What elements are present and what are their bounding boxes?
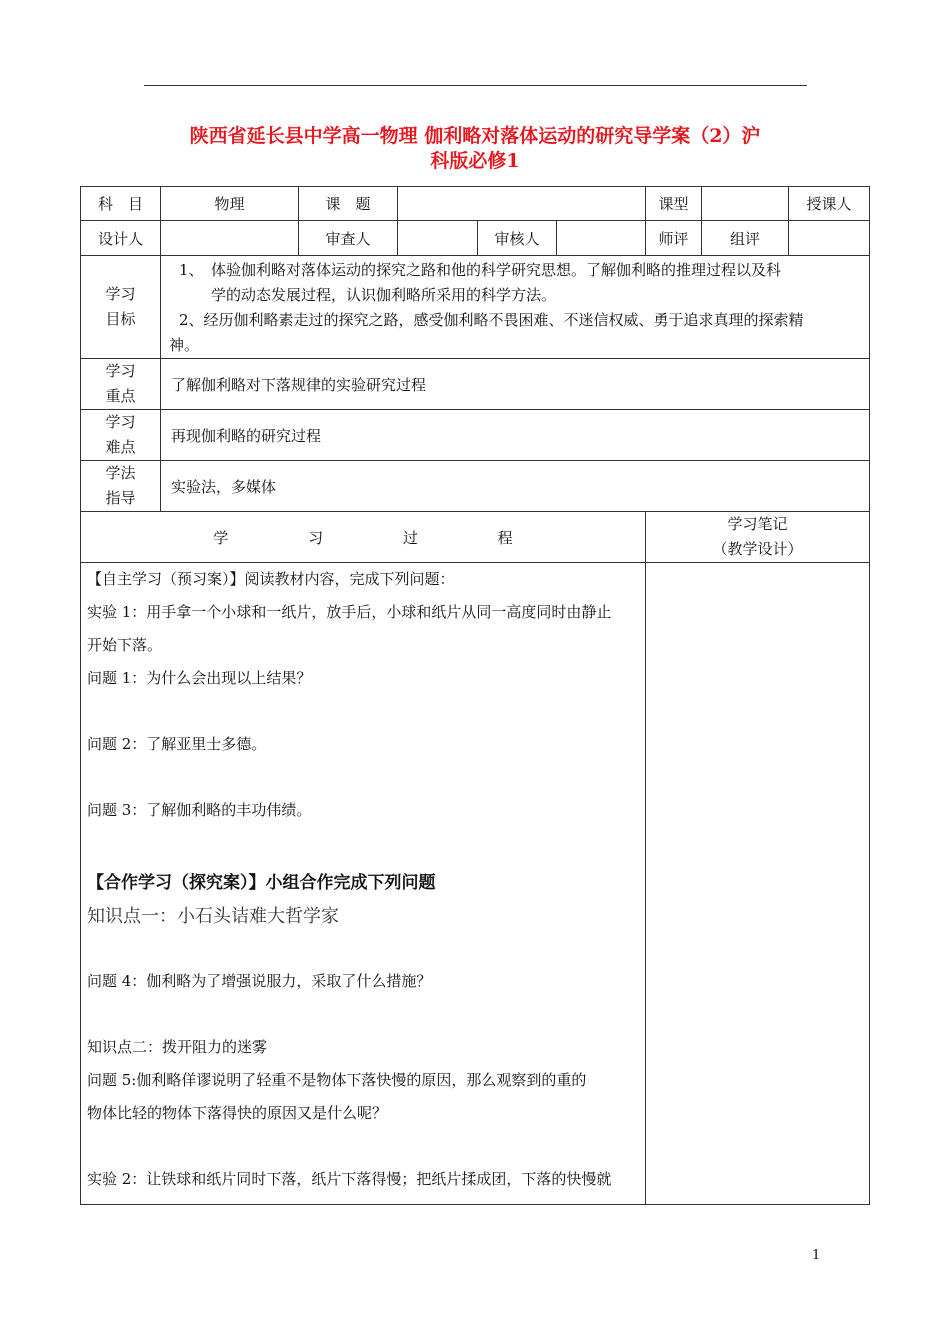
teacher-label: 授课人: [806, 195, 852, 213]
lesson-table: [80, 186, 870, 1205]
lesson-type-value: [702, 187, 789, 221]
key-points-text: 了解伽利略对下落规律的实验研究过程: [161, 359, 870, 410]
diff-label-line-1: 学习: [105, 413, 136, 431]
reviewer-value: [398, 221, 478, 256]
question-1: 问题 1：为什么会出现以上结果？: [87, 669, 312, 687]
goals-row: [81, 256, 870, 359]
subject-value: 物理: [161, 187, 299, 221]
experiment-1-line-1: 实验 1：用手拿一个小球和一纸片，放手后，小球和纸片从同一高度同时由静止: [87, 603, 612, 621]
notes-area: [646, 563, 870, 1205]
experiment-1-line-2: 开始下落。: [87, 636, 163, 654]
goals-label-line-2: 目标: [105, 310, 136, 328]
subject-label: 科 目: [81, 187, 161, 221]
goal-2-line-1: 2、经历伽利略素走过的探究之路，感受伽利略不畏困难、不迷信权威、勇于追求真理的探索精: [179, 311, 804, 329]
document-title: [120, 124, 830, 174]
teacher-review-label: 师评: [646, 221, 702, 256]
key-label-line-1: 学习: [105, 362, 136, 380]
goals-label-line-1: 学习: [105, 285, 136, 303]
topic-value: [398, 187, 646, 221]
process-body-row: [81, 563, 870, 1205]
process-char-4: 程: [497, 528, 513, 547]
title-line-1: 陕西省延长县中学高一物理 伽利略对落体运动的研究导学案（2）沪: [189, 125, 761, 147]
method-label-line-2: 指导: [105, 489, 136, 507]
difficulty-label: [81, 410, 161, 461]
process-char-2: 习: [308, 528, 324, 547]
process-content: [81, 563, 646, 1205]
approver-value: [557, 221, 646, 256]
process-heading: [81, 512, 646, 563]
question-5-line-1: 问题 5:伽利略佯谬说明了轻重不是物体下落快慢的原因，那么观察到的重的: [87, 1071, 587, 1089]
goals-label: [81, 256, 161, 359]
experiment-2: 实验 2：让铁球和纸片同时下落，纸片下落得慢；把纸片揉成团，下落的快慢就: [87, 1170, 612, 1188]
lesson-type-label: 课型: [646, 187, 702, 221]
knowledge-point-1: 知识点一：小石头诘难大哲学家: [87, 906, 339, 927]
topic-label: 课 题: [299, 187, 398, 221]
process-char-1: 学: [213, 528, 229, 547]
designer-label: 设计人: [81, 221, 161, 256]
method-label-line-1: 学法: [105, 464, 136, 482]
header-row-2: [81, 221, 870, 256]
title-line-2: 科版必修1: [430, 150, 520, 172]
cooperative-heading: 【合作学习（探究案）】小组合作完成下列问题: [87, 873, 436, 893]
reviewer-label: 审查人: [299, 221, 398, 256]
knowledge-point-2: 知识点二：拨开阻力的迷雾: [87, 1038, 268, 1056]
goals-text: [161, 256, 870, 359]
question-2: 问题 2：了解亚里士多德。: [87, 735, 267, 753]
method-text: 实验法，多媒体: [161, 461, 870, 512]
diff-label-line-2: 难点: [105, 438, 136, 456]
process-char-3: 过: [402, 528, 418, 547]
goal-1-line-1: 1、 体验伽利略对落体运动的探究之路和他的科学研究思想。了解伽利略的推理过程以及科: [179, 261, 782, 279]
group-review-value: [789, 221, 870, 256]
key-points-row: [81, 359, 870, 410]
group-review-label: 组评: [702, 221, 789, 256]
key-points-label: [81, 359, 161, 410]
page-number: 1: [812, 1248, 821, 1263]
teacher-cell: [789, 187, 870, 221]
notes-heading: [646, 512, 870, 563]
approver-label: 审核人: [478, 221, 557, 256]
notes-heading-line-1: 学习笔记: [727, 515, 788, 533]
difficulty-text: 再现伽利略的研究过程: [161, 410, 870, 461]
designer-value: [161, 221, 299, 256]
difficulty-row: [81, 410, 870, 461]
question-3: 问题 3：了解伽利略的丰功伟绩。: [87, 801, 312, 819]
process-header-row: [81, 512, 870, 563]
question-5-line-2: 物体比轻的物体下落得快的原因又是什么呢？: [87, 1104, 388, 1122]
header-row-1: [81, 187, 870, 221]
notes-heading-line-2: （教学设计）: [712, 540, 803, 558]
goal-1-line-2: 学的动态发展过程，认识伽利略所采用的科学方法。: [211, 286, 557, 304]
question-4: 问题 4：伽利略为了增强说服力，采取了什么措施？: [87, 972, 432, 990]
header-rule: [144, 85, 807, 86]
self-study-heading: 【自主学习（预习案）】阅读教材内容，完成下列问题：: [87, 570, 455, 588]
method-row: [81, 461, 870, 512]
goal-2-line-2: 神。: [169, 336, 200, 354]
method-label: [81, 461, 161, 512]
key-label-line-2: 重点: [105, 387, 136, 405]
